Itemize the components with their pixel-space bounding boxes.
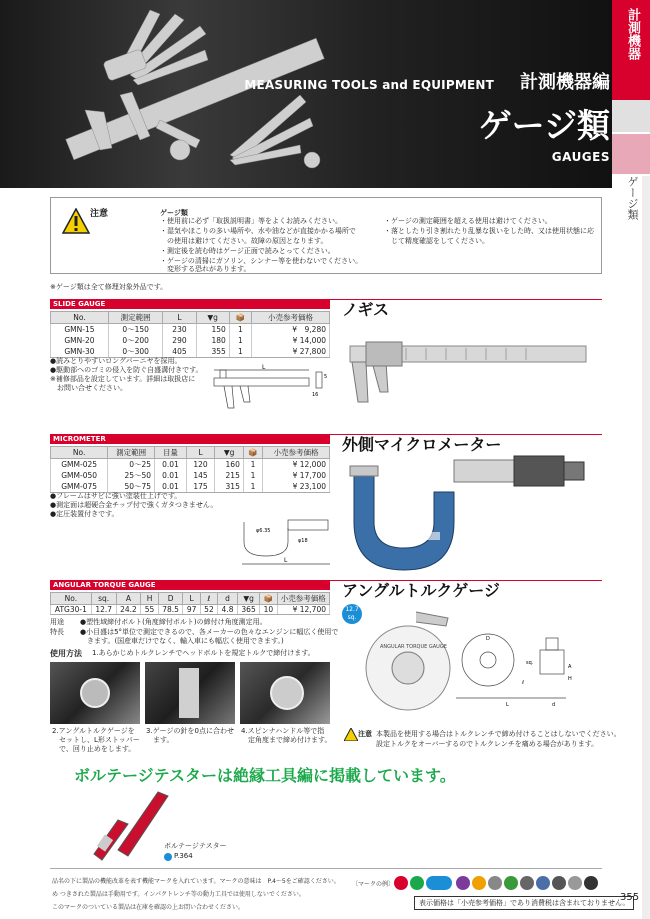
side-tab-category[interactable]: 計測機器: [612, 0, 650, 100]
cell: 160: [215, 459, 244, 471]
cell: 1: [243, 459, 262, 471]
table-row: [51, 346, 330, 358]
price-note: 表示価格は「小売参考価格」であり消費税は含まれておりません。: [414, 896, 634, 910]
header-en-title: MEASURING TOOLS and EQUIPMENT: [244, 78, 494, 92]
cell: 0.01: [155, 481, 187, 493]
col-header: L: [163, 312, 196, 324]
col-header: H: [141, 593, 158, 605]
function-mark-icon: [488, 876, 502, 890]
torque-caution-text: 設定トルクをオーバーするのでトルクレンチを痛める場合があります。: [376, 740, 599, 748]
dim-label: D: [486, 636, 490, 642]
header-category: 計測機器編: [520, 72, 610, 93]
col-header: L: [186, 447, 215, 459]
table-row: [51, 605, 330, 615]
sq-value: 12.7: [345, 606, 359, 613]
table-row: [51, 335, 330, 346]
cell: GMN-15: [51, 324, 109, 336]
dim-label: H: [568, 676, 572, 682]
col-header: sq.: [91, 593, 116, 605]
step-text: ます。: [146, 736, 174, 744]
step-text: セットし、L形ストッパー: [52, 736, 140, 744]
page-number: 355: [620, 892, 640, 903]
cell: ¥ 23,100: [263, 481, 330, 493]
caution-line: ・湿気やほこりの多い場所や、水や油などが直接かかる場所で: [160, 227, 356, 235]
function-mark-icon: [568, 876, 582, 890]
col-header: ▼g: [196, 312, 229, 324]
caution-line: ・ゲージの測定範囲を超える使用は避けてください。: [384, 217, 552, 225]
caution-line: の使用は避けてください。故障の原因となります。: [160, 237, 328, 245]
product-note: お問い合せください。: [50, 384, 127, 392]
caution-line: じて精度確認をしてください。: [384, 237, 489, 245]
caution-title: 注意: [90, 209, 109, 219]
col-header: L: [183, 593, 200, 605]
cell: 290: [163, 335, 196, 346]
cell: 0～25: [108, 459, 155, 471]
cell: 55: [141, 605, 158, 615]
cell: 52: [200, 605, 217, 615]
voltage-tester-page-link[interactable]: P.364: [174, 852, 193, 860]
voltage-tester-label: ボルテージテスター: [164, 842, 227, 850]
caliper-diagram: [210, 364, 335, 416]
function-mark-icon: [536, 876, 550, 890]
col-header: No.: [51, 447, 108, 459]
caution-line: ・使用前に必ず「取扱説明書」等をよくお読みください。: [160, 217, 342, 225]
feature-text: きます。(国産車だけでなく、輸入車にも幅広く使用できます。): [80, 637, 284, 645]
function-mark-icon: [504, 876, 518, 890]
cell: 355: [196, 346, 229, 358]
cell: 0～150: [108, 324, 163, 336]
torque-gauge-diagrams: [356, 608, 586, 728]
dim-label: 16: [312, 392, 319, 398]
side-tab-active[interactable]: [612, 134, 650, 174]
cell: 4.8: [218, 605, 238, 615]
marks-label: 〔マークの例〕: [352, 881, 395, 888]
caution-line: 変形する恐れがあります。: [160, 265, 251, 273]
function-mark-icon: [456, 876, 470, 890]
cell: GMN-30: [51, 346, 109, 358]
col-header: ▼g: [215, 447, 244, 459]
col-header: 測定範囲: [108, 312, 163, 324]
micrometer-diagram: [236, 512, 336, 570]
col-header: A: [116, 593, 141, 605]
howto-text: 1.あらかじめトルクレンチでヘッドボルトを規定トルクで締付けます。: [92, 649, 315, 657]
caution-line: ・落としたり引き割れたり乱暴な扱いをした時、又は使用状態に応: [384, 227, 594, 235]
dial-text: ANGULAR TORQUE GAUGE: [380, 644, 447, 650]
cell: 230: [163, 324, 196, 336]
cell: ¥ 27,800: [252, 346, 330, 358]
product-note: ●測定面は超硬合金チップ付で強くガタつきません。: [50, 501, 218, 509]
section-bar-micrometer: MICROMETER: [50, 434, 330, 444]
dim-label: ℓ: [522, 680, 525, 686]
dim-label: φ6.35: [256, 528, 271, 534]
dim-label: L: [506, 702, 509, 708]
page-link-icon: [164, 853, 172, 861]
section-title-torque-gauge: アングルトルクゲージ: [342, 581, 500, 600]
function-mark-icon: [410, 876, 424, 890]
step-text: 定角度まで締め付けます。: [241, 736, 332, 744]
cell: ¥ 17,700: [263, 470, 330, 481]
torque-caution-text: 本製品を使用する場合はトルクレンチで締め付けることはしないでください。: [376, 730, 621, 738]
footer-note: め つきされた製品は手動用です。インパクトレンチ等の動力工具では使用しないでください。: [52, 891, 305, 898]
side-tab-gauges[interactable]: ゲージ類: [626, 176, 639, 220]
footer-note: 品名の下に製品の機能改革を表す機能マークを入れています。マークの意味は P.4～5をご確認ください。: [52, 878, 340, 885]
col-header: 小売参考価格: [277, 593, 329, 605]
section-title-slide-gauge: ノギス: [342, 300, 390, 319]
cell: 145: [186, 470, 215, 481]
col-header: No.: [51, 593, 92, 605]
cell: 0～300: [108, 346, 163, 358]
dim-label: sq.: [526, 660, 534, 666]
section-bar-torque-gauge: ANGULAR TORQUE GAUGE: [50, 580, 330, 590]
col-header: d: [218, 593, 238, 605]
cell: ¥ 9,280: [252, 324, 330, 336]
product-note: ※補修部品を設定しています。詳細は取扱店に: [50, 375, 196, 383]
function-mark-icon: [426, 876, 452, 890]
voltage-tester-banner: ボルテージテスターは絶縁工具編に掲載しています。: [74, 766, 456, 785]
cell: 0.01: [155, 459, 187, 471]
step-text: 3.ゲージの針を0点に合わせ: [146, 727, 234, 735]
product-note: ●読みとりやすいロングバーニヤを採用。: [50, 357, 182, 365]
section-title-micrometer: 外側マイクロメーター: [342, 435, 502, 454]
dim-label: 5: [324, 374, 328, 380]
dim-label: φ18: [298, 538, 308, 544]
col-header: ▼g: [237, 593, 259, 605]
col-header: 📦: [260, 593, 277, 605]
side-tab-blank-1[interactable]: [612, 100, 650, 134]
torque-caution-label: 注意: [358, 730, 372, 738]
warning-icon: [344, 728, 358, 741]
col-header: 📦: [243, 447, 262, 459]
table-row: [51, 459, 330, 471]
cell: 97: [183, 605, 200, 615]
torque-gauge-table: [50, 592, 330, 615]
step-photo-4: [240, 662, 330, 724]
dim-label: L: [284, 557, 288, 564]
caution-line: ・ゲージの清掃にガソリン、シンナー等を使わないでください。: [160, 257, 363, 265]
cell: 1: [243, 481, 262, 493]
cell: GMN-20: [51, 335, 109, 346]
tools-photo: [0, 0, 612, 188]
caliper-photo: [346, 338, 592, 408]
col-header: 📦: [229, 312, 251, 324]
function-mark-icon: [552, 876, 566, 890]
header-image: [0, 0, 612, 188]
cell: ¥ 12,700: [277, 605, 329, 615]
micrometer-table: [50, 446, 330, 493]
cell: ¥ 12,000: [263, 459, 330, 471]
warning-icon: [62, 208, 90, 234]
footer-divider: [50, 868, 602, 869]
cell: GMM-050: [51, 470, 108, 481]
cell: 50～75: [108, 481, 155, 493]
cell: 1: [229, 335, 251, 346]
footer-note: このマークのついている製品は在庫を確認の上お問い合わせください。: [52, 904, 245, 911]
cell: GMM-075: [51, 481, 108, 493]
cell: 78.5: [158, 605, 183, 615]
cell: 150: [196, 324, 229, 336]
cell: 315: [215, 481, 244, 493]
cell: 365: [237, 605, 259, 615]
cell: 1: [229, 346, 251, 358]
cell: ATG30-1: [51, 605, 92, 615]
page-title: ゲージ類: [478, 106, 610, 145]
cell: ¥ 14,000: [252, 335, 330, 346]
step-text: 4.スピンナハンドル等で指: [241, 727, 325, 735]
repair-note: ※ゲージ類は全て修理対象外品です。: [50, 283, 168, 291]
col-header: 目量: [155, 447, 187, 459]
cell: 0～200: [108, 335, 163, 346]
caution-heading: ゲージ類: [160, 209, 188, 217]
side-tab-rail: [642, 176, 650, 919]
function-mark-icon: [472, 876, 486, 890]
col-header: No.: [51, 312, 109, 324]
cell: 25～50: [108, 470, 155, 481]
slide-gauge-table: [50, 311, 330, 358]
product-note: ●駆動部へのゴミの侵入を防ぐ自盛溝付きです。: [50, 366, 203, 374]
table-row: [51, 481, 330, 493]
cell: 1: [243, 470, 262, 481]
function-mark-icon: [394, 876, 408, 890]
howto-label: 使用方法: [50, 649, 82, 658]
cell: 120: [186, 459, 215, 471]
col-header: D: [158, 593, 183, 605]
product-note: ●フレームはサビに強い塗装仕上げです。: [50, 492, 182, 500]
cell: 405: [163, 346, 196, 358]
page-subtitle: GAUGES: [551, 150, 610, 164]
step-text: 2.アングルトルクゲージを: [52, 727, 135, 735]
micrometer-photo: [344, 452, 594, 580]
col-header: ℓ: [200, 593, 217, 605]
usage-label: 用途: [50, 618, 64, 626]
dim-label: d: [552, 702, 556, 708]
table-row: [51, 324, 330, 336]
cell: 24.2: [116, 605, 141, 615]
feature-text: ●小目盛は5°単位で測定できるので、各メーカーの色々なエンジンに幅広く使用で: [80, 628, 339, 636]
col-header: 測定範囲: [108, 447, 155, 459]
dim-label: L: [262, 364, 266, 371]
col-header: 小売参考価格: [263, 447, 330, 459]
function-mark-icon: [520, 876, 534, 890]
dim-label: A: [568, 664, 572, 670]
usage-text: ●塑性域締付ボルト(角度締付ボルト)の締付け角度測定用。: [80, 618, 267, 626]
function-mark-icon: [584, 876, 598, 890]
col-header: 小売参考価格: [252, 312, 330, 324]
cell: 12.7: [91, 605, 116, 615]
feature-label: 特長: [50, 628, 64, 636]
voltage-tester-photo: [88, 784, 178, 864]
sq-unit: sq.: [347, 614, 357, 621]
cell: 215: [215, 470, 244, 481]
section-bar-slide-gauge: SLIDE GAUGE: [50, 299, 330, 309]
cell: 1: [229, 324, 251, 336]
cell: GMM-025: [51, 459, 108, 471]
cell: 175: [186, 481, 215, 493]
cell: 180: [196, 335, 229, 346]
table-row: [51, 470, 330, 481]
product-note: ●定圧装置付きです。: [50, 510, 119, 518]
step-text: で、回り止めをします。: [52, 745, 136, 753]
step-photo-3: [145, 662, 235, 724]
cell: 10: [260, 605, 277, 615]
caution-line: ・測定後を読む時はゲージ正面で読みとってください。: [160, 247, 335, 255]
cell: 0.01: [155, 470, 187, 481]
step-photo-2: [50, 662, 140, 724]
